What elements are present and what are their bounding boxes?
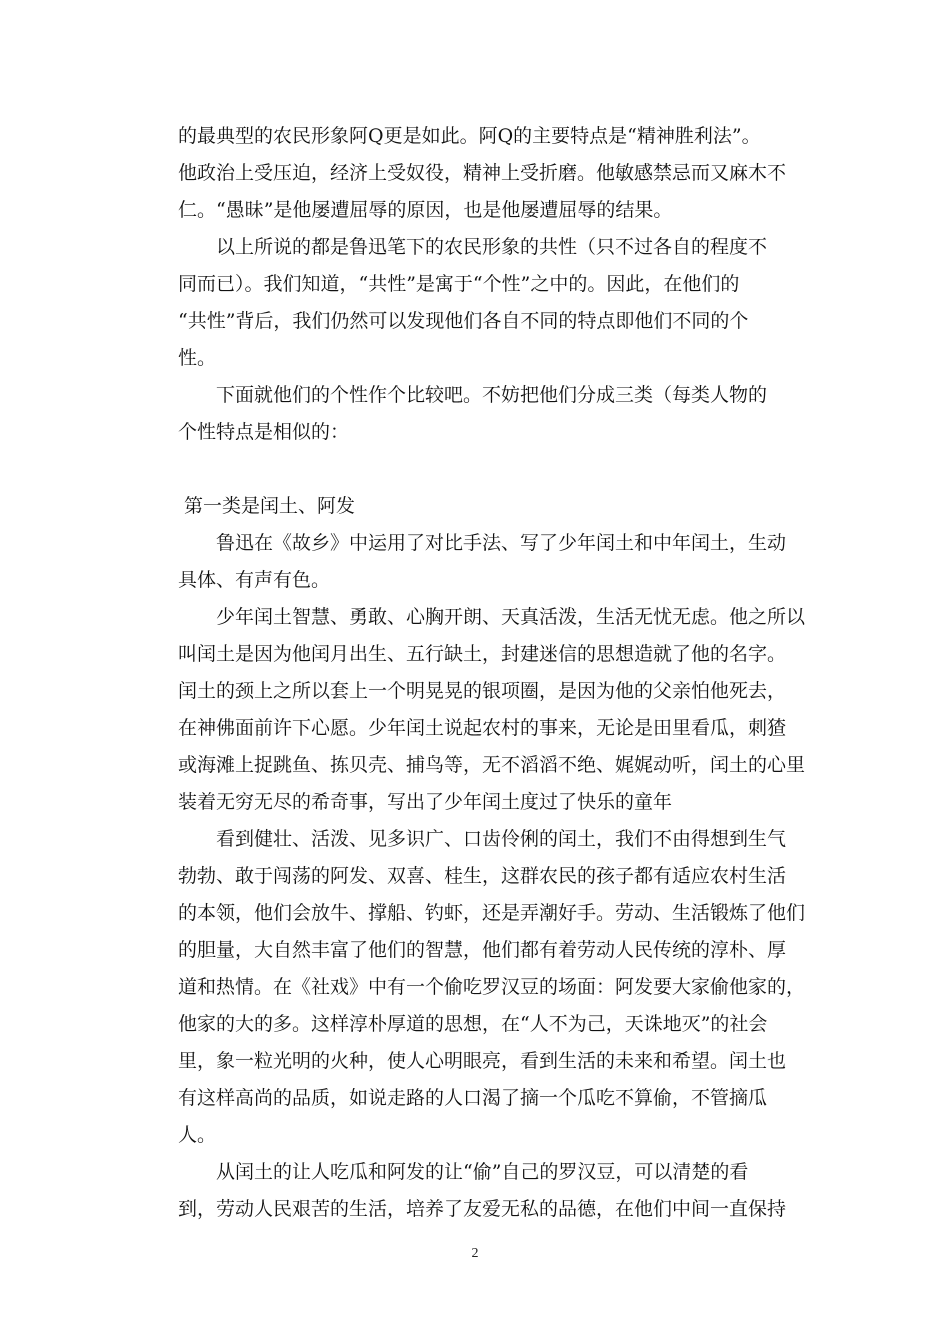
text-line: 性。 — [178, 347, 217, 369]
page-number: 2 — [471, 1246, 479, 1261]
text-line: 有这样高尚的品质，如说走路的人口渴了摘一个瓜吃不算偷，不管摘瓜 — [178, 1087, 768, 1109]
text-line: 的胆量，大自然丰富了他们的智慧，他们都有着劳动人民传统的淳朴、厚 — [178, 939, 787, 961]
text-line: 他政治上受压迫，经济上受奴役，精神上受折磨。他敏感禁忌而又麻木不 — [178, 162, 787, 184]
paragraph-start-line: 看到健壮、活泼、见多识广、口齿伶俐的闰土，我们不由得想到生气 — [216, 828, 787, 850]
text-line: 或海滩上捉跳鱼、拣贝壳、捕鸟等，无不滔滔不绝、娓娓动听，闰土的心里 — [178, 754, 806, 776]
text-line: 具体、有声有色。 — [178, 569, 331, 591]
paragraph-start-line: 鲁迅在《故乡》中运用了对比手法、写了少年闰土和中年闰土，生动 — [216, 532, 787, 554]
text-line: 道和热情。在《社戏》中有一个偷吃罗汉豆的场面：阿发要大家偷他家的， — [178, 976, 806, 998]
text-line: 里，象一粒光明的火种，使人心明眼亮，看到生活的未来和希望。闰土也 — [178, 1050, 787, 1072]
paragraph-start-line: 下面就他们的个性作个比较吧。不妨把他们分成三类（每类人物的 — [216, 384, 768, 406]
text-line: 到，劳动人民艰苦的生活，培养了友爱无私的品德，在他们中间一直保持 — [178, 1198, 787, 1220]
paragraph-start-line: 少年闰土智慧、勇敢、心胸开朗、天真活泼，生活无忧无虑。他之所以 — [216, 606, 806, 628]
text-line: 勃勃、敢于闯荡的阿发、双喜、桂生，这群农民的孩子都有适应农村生活 — [178, 865, 787, 887]
text-line: 仁。“愚昧”是他屡遭屈辱的原因，也是他屡遭屈辱的结果。 — [178, 199, 673, 221]
text-line: “共性”背后，我们仍然可以发现他们各自不同的特点即他们不同的个 — [178, 310, 749, 332]
body-text — [178, 118, 806, 1228]
text-line: 装着无穷无尽的希奇事，写出了少年闰土度过了快乐的童年 — [178, 791, 673, 813]
text-line: 闰土的颈上之所以套上一个明晃晃的银项圈，是因为他的父亲怕他死去， — [178, 680, 787, 702]
text-line: 个性特点是相似的： — [178, 421, 350, 443]
text-line: 同而已）。我们知道，“共性”是寓于“个性”之中的。因此，在他们的 — [178, 273, 740, 295]
text-line: 的本领，他们会放牛、撑船、钓虾，还是弄潮好手。劳动、生活锻炼了他们 — [178, 902, 806, 924]
paragraph-start-line: 以上所说的都是鲁迅笔下的农民形象的共性（只不过各自的程度不 — [216, 236, 768, 258]
text-line: 在神佛面前许下心愿。少年闰土说起农村的事来，无论是田里看瓜，刺猹 — [178, 717, 787, 739]
text-line: 的最典型的农民形象阿Q更是如此。阿Q的主要特点是“精神胜利法”。 — [178, 125, 761, 147]
paragraph-start-line: 从闰土的让人吃瓜和阿发的让“偷”自己的罗汉豆，可以清楚的看 — [216, 1161, 749, 1183]
text-line: 叫闰土是因为他闰月出生、五行缺土，封建迷信的思想造就了他的名字。 — [178, 643, 787, 665]
text-line: 他家的大的多。这样淳朴厚道的思想，在“人不为己，天诛地灭”的社会 — [178, 1013, 768, 1035]
blank-line — [178, 451, 776, 488]
text-line: 人。 — [178, 1124, 217, 1146]
section-heading: 第一类是闰土、阿发 — [184, 495, 356, 517]
